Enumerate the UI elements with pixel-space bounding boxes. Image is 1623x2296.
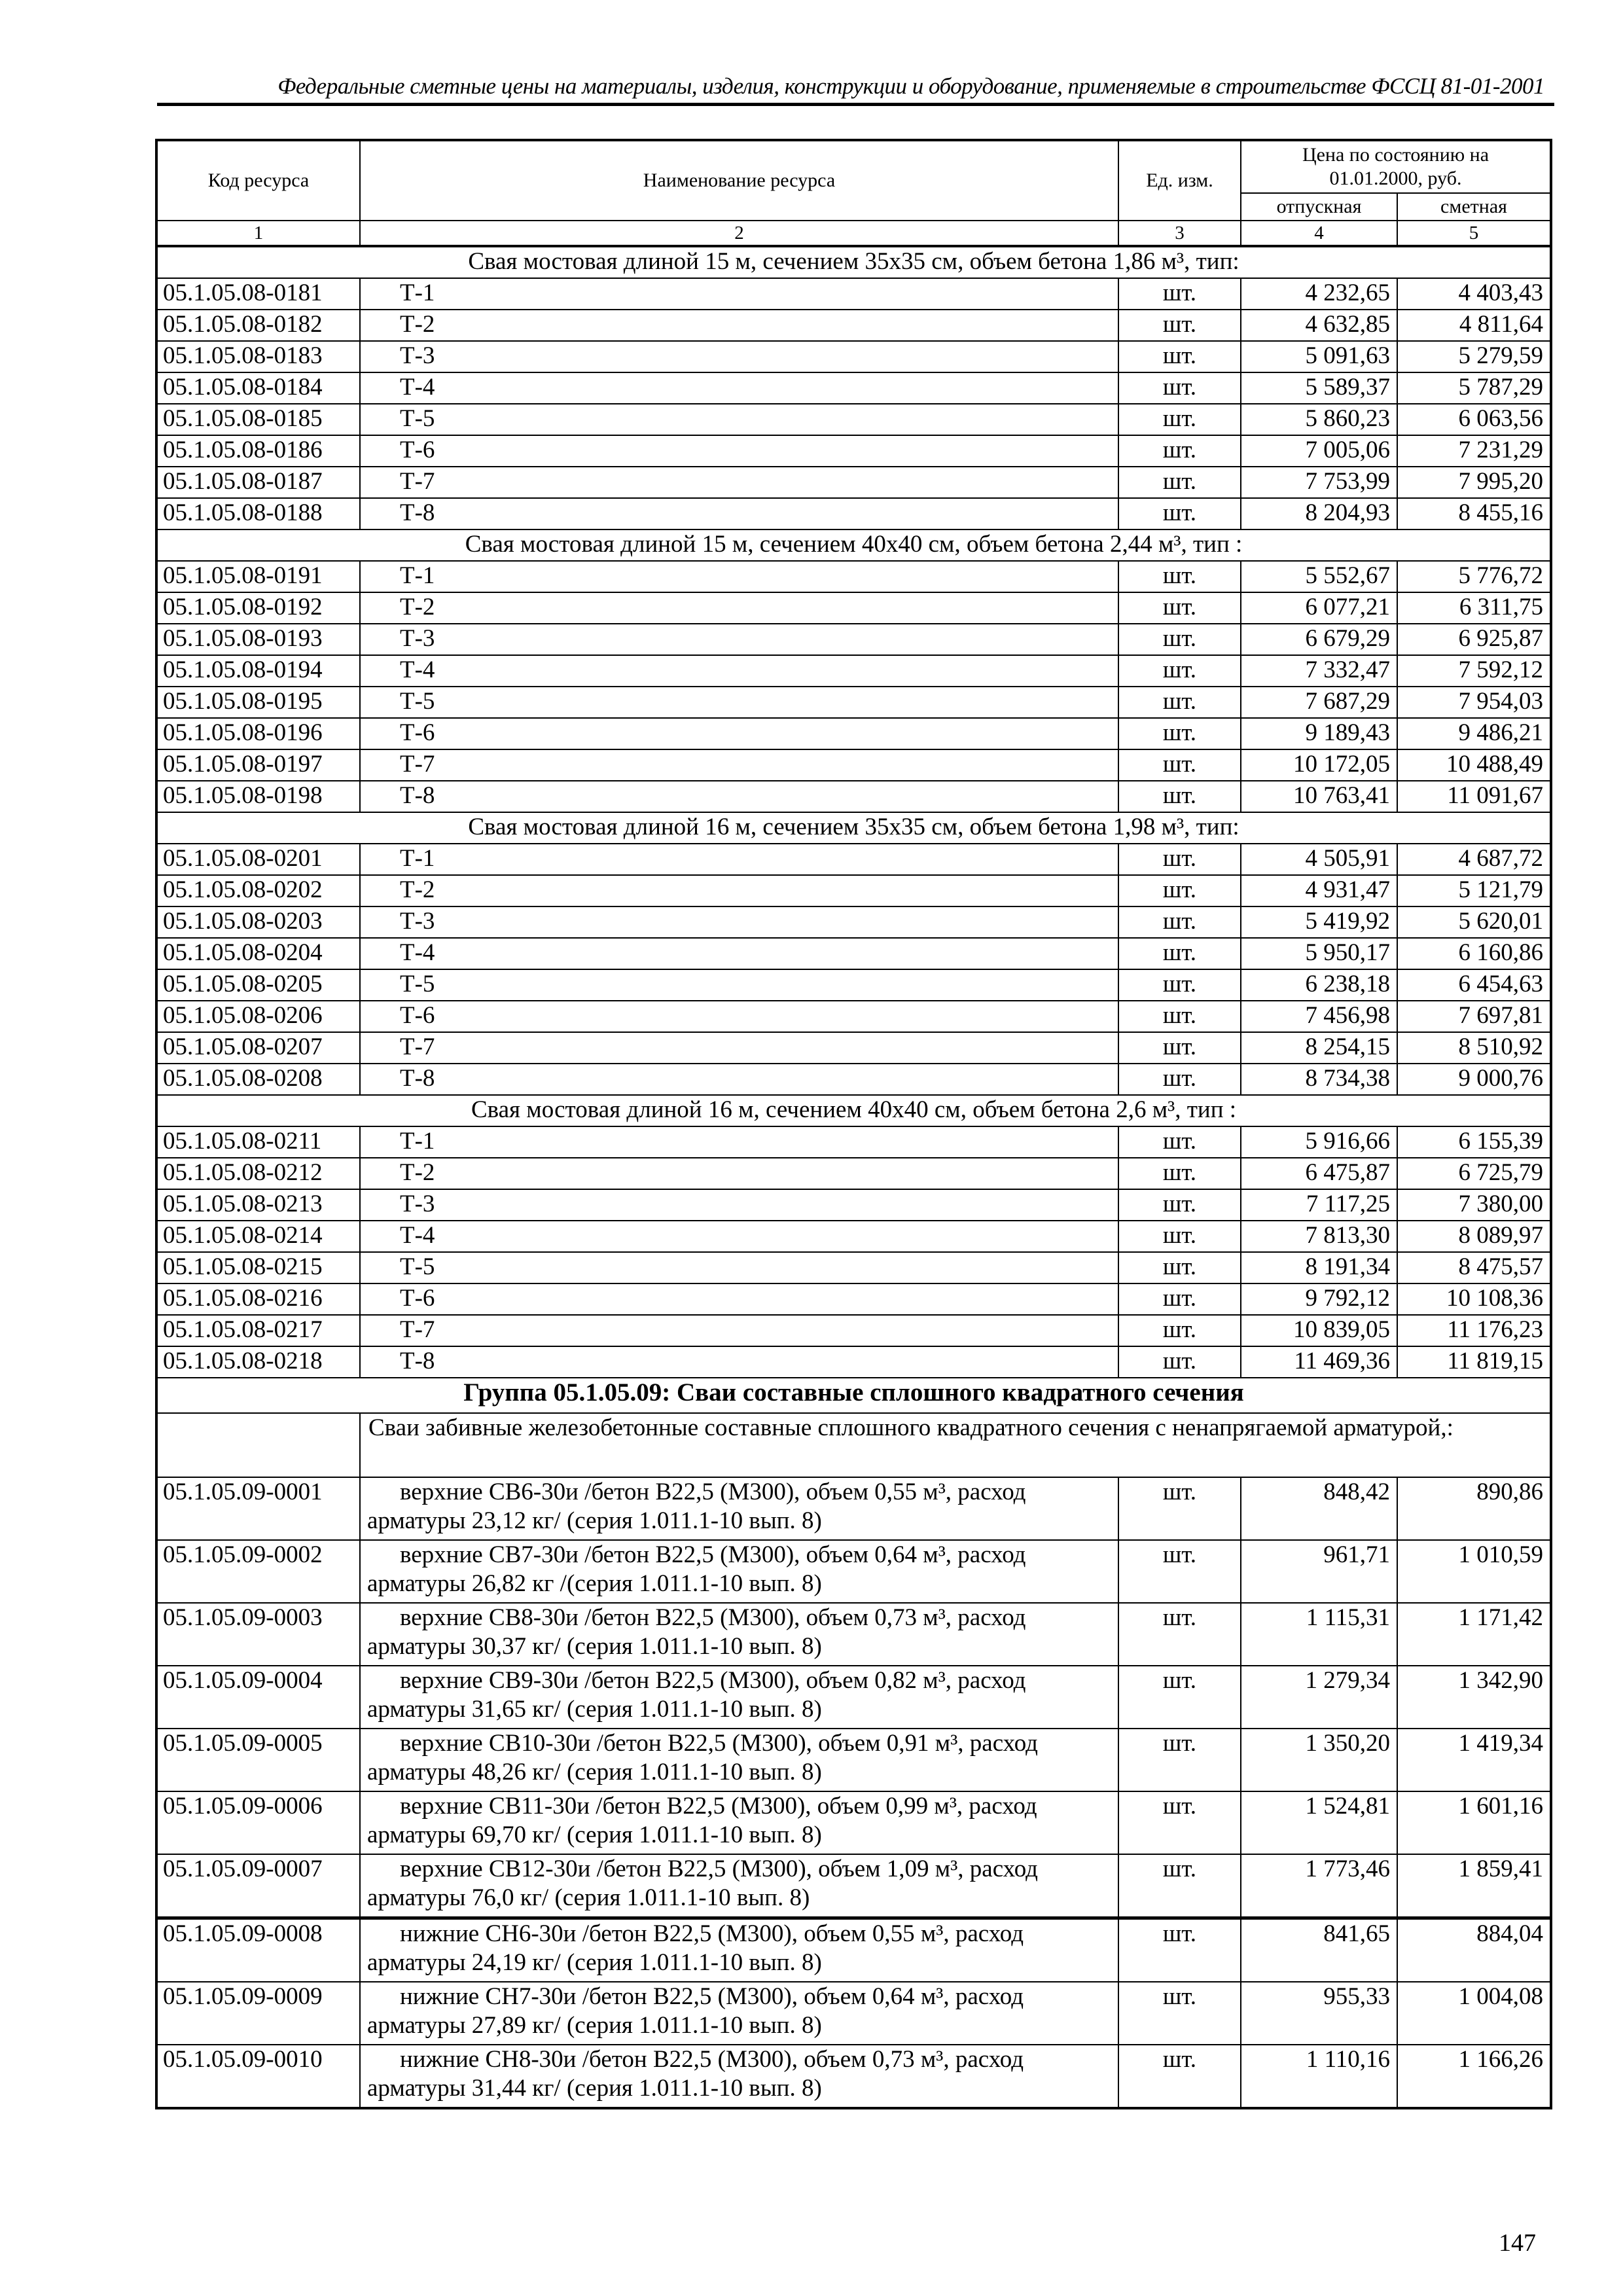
estimate-price: 1 419,34 <box>1397 1729 1551 1791</box>
resource-name: Т-2 <box>360 1158 1118 1189</box>
resource-name: Т-4 <box>360 1221 1118 1252</box>
resource-name: Т-7 <box>360 1032 1118 1064</box>
release-price: 4 931,47 <box>1241 875 1397 906</box>
estimate-price: 4 687,72 <box>1397 844 1551 875</box>
release-price: 6 475,87 <box>1241 1158 1397 1189</box>
resource-name: Т-1 <box>360 844 1118 875</box>
release-price: 6 077,21 <box>1241 592 1397 624</box>
release-price: 4 232,65 <box>1241 278 1397 310</box>
estimate-price: 1 171,42 <box>1397 1603 1551 1666</box>
unit: шт. <box>1118 1666 1241 1729</box>
column-number: 3 <box>1118 221 1241 246</box>
table-row <box>156 687 1551 718</box>
resource-name: Т-2 <box>360 875 1118 906</box>
estimate-price: 884,04 <box>1397 1918 1551 1982</box>
section-heading-row <box>156 1095 1551 1126</box>
resource-name: верхние СВ8-30и /бетон В22,5 (М300), объем 0,73 м³, расход арматуры 30,37 кг/ (серия 1.011.1-10 вып. 8) <box>360 1603 1118 1666</box>
table-row <box>156 404 1551 435</box>
section-heading-row <box>156 246 1551 278</box>
header-rule <box>157 103 1554 106</box>
resource-code: 05.1.05.08-0191 <box>156 561 360 592</box>
release-price: 10 172,05 <box>1241 749 1397 781</box>
resource-name: верхние СВ12-30и /бетон В22,5 (М300), объем 1,09 м³, расход арматуры 76,0 кг/ (серия 1.011.1-10 вып. 8) <box>360 1854 1118 1918</box>
table-row <box>156 655 1551 687</box>
table-row <box>156 1918 1551 1982</box>
resource-code: 05.1.05.09-0010 <box>156 2045 360 2108</box>
estimate-price: 8 510,92 <box>1397 1032 1551 1064</box>
table-row <box>156 718 1551 749</box>
resource-code: 05.1.05.08-0198 <box>156 781 360 812</box>
resource-code: 05.1.05.09-0006 <box>156 1791 360 1854</box>
table-row <box>156 561 1551 592</box>
unit: шт. <box>1118 1032 1241 1064</box>
resource-name: верхние СВ7-30и /бетон В22,5 (М300), объем 0,64 м³, расход арматуры 26,82 кг /(серия 1.011.1-10 вып. 8) <box>360 1540 1118 1603</box>
column-number: 5 <box>1397 221 1551 246</box>
resource-code: 05.1.05.08-0206 <box>156 1001 360 1032</box>
estimate-price: 6 454,63 <box>1397 969 1551 1001</box>
resource-code: 05.1.05.08-0214 <box>156 1221 360 1252</box>
estimate-price: 7 995,20 <box>1397 467 1551 498</box>
estimate-price: 6 925,87 <box>1397 624 1551 655</box>
release-price: 5 091,63 <box>1241 341 1397 372</box>
table-row <box>156 2045 1551 2108</box>
unit: шт. <box>1118 1477 1241 1540</box>
header-code: Код ресурса <box>156 140 360 221</box>
resource-code: 05.1.05.08-0184 <box>156 372 360 404</box>
resource-name: Т-5 <box>360 687 1118 718</box>
unit: шт. <box>1118 1064 1241 1095</box>
release-price: 8 734,38 <box>1241 1064 1397 1095</box>
release-price: 5 950,17 <box>1241 938 1397 969</box>
resource-code: 05.1.05.08-0181 <box>156 278 360 310</box>
estimate-price: 1 859,41 <box>1397 1854 1551 1918</box>
estimate-price: 1 166,26 <box>1397 2045 1551 2108</box>
resource-name: Т-8 <box>360 1064 1118 1095</box>
resource-name: Т-5 <box>360 404 1118 435</box>
release-price: 7 753,99 <box>1241 467 1397 498</box>
resource-name: Т-7 <box>360 467 1118 498</box>
resource-name: нижние СН8-30и /бетон В22,5 (М300), объем 0,73 м³, расход арматуры 31,44 кг/ (серия 1.011.1-10 вып. 8) <box>360 2045 1118 2108</box>
resource-name: Т-5 <box>360 969 1118 1001</box>
table-row <box>156 341 1551 372</box>
resource-code: 05.1.05.08-0185 <box>156 404 360 435</box>
unit: шт. <box>1118 969 1241 1001</box>
table-row <box>156 310 1551 341</box>
estimate-price: 5 620,01 <box>1397 906 1551 938</box>
group-intro-row <box>156 1413 1551 1477</box>
resource-name: Т-1 <box>360 1126 1118 1158</box>
resource-code: 05.1.05.08-0212 <box>156 1158 360 1189</box>
unit: шт. <box>1118 278 1241 310</box>
column-number: 1 <box>156 221 360 246</box>
resource-name: Т-8 <box>360 1346 1118 1378</box>
resource-name: Т-1 <box>360 561 1118 592</box>
unit: шт. <box>1118 2045 1241 2108</box>
estimate-price: 5 776,72 <box>1397 561 1551 592</box>
release-price: 8 204,93 <box>1241 498 1397 529</box>
estimate-price: 9 000,76 <box>1397 1064 1551 1095</box>
unit: шт. <box>1118 498 1241 529</box>
resource-code: 05.1.05.08-0201 <box>156 844 360 875</box>
resource-name: верхние СВ9-30и /бетон В22,5 (М300), объем 0,82 м³, расход арматуры 31,65 кг/ (серия 1.011.1-10 вып. 8) <box>360 1666 1118 1729</box>
unit: шт. <box>1118 1982 1241 2045</box>
unit: шт. <box>1118 938 1241 969</box>
unit: шт. <box>1118 781 1241 812</box>
resource-code: 05.1.05.08-0186 <box>156 435 360 467</box>
release-price: 10 763,41 <box>1241 781 1397 812</box>
resource-name: Т-4 <box>360 938 1118 969</box>
table-row <box>156 1540 1551 1603</box>
unit: шт. <box>1118 1189 1241 1221</box>
resource-code: 05.1.05.08-0204 <box>156 938 360 969</box>
table-row <box>156 781 1551 812</box>
resource-code: 05.1.05.09-0002 <box>156 1540 360 1603</box>
unit: шт. <box>1118 687 1241 718</box>
release-price: 6 238,18 <box>1241 969 1397 1001</box>
resource-code: 05.1.05.08-0215 <box>156 1252 360 1283</box>
table-row <box>156 1315 1551 1346</box>
table-row <box>156 938 1551 969</box>
release-price: 961,71 <box>1241 1540 1397 1603</box>
resource-code: 05.1.05.08-0218 <box>156 1346 360 1378</box>
resource-name: Т-2 <box>360 592 1118 624</box>
estimate-price: 4 403,43 <box>1397 278 1551 310</box>
resource-code: 05.1.05.08-0217 <box>156 1315 360 1346</box>
resource-name: Т-8 <box>360 498 1118 529</box>
unit: шт. <box>1118 624 1241 655</box>
table-row <box>156 1603 1551 1666</box>
resource-name: Т-6 <box>360 1283 1118 1315</box>
estimate-price: 1 004,08 <box>1397 1982 1551 2045</box>
unit: шт. <box>1118 404 1241 435</box>
unit: шт. <box>1118 1252 1241 1283</box>
column-number: 2 <box>360 221 1118 246</box>
resource-code: 05.1.05.08-0211 <box>156 1126 360 1158</box>
resource-name: Т-5 <box>360 1252 1118 1283</box>
release-price: 7 117,25 <box>1241 1189 1397 1221</box>
estimate-price: 6 155,39 <box>1397 1126 1551 1158</box>
unit: шт. <box>1118 592 1241 624</box>
release-price: 10 839,05 <box>1241 1315 1397 1346</box>
resource-code: 05.1.05.09-0007 <box>156 1854 360 1918</box>
resource-name: Т-8 <box>360 781 1118 812</box>
release-price: 6 679,29 <box>1241 624 1397 655</box>
resource-name: нижние СН7-30и /бетон В22,5 (М300), объем 0,64 м³, расход арматуры 27,89 кг/ (серия 1.011.1-10 вып. 8) <box>360 1982 1118 2045</box>
estimate-price: 5 279,59 <box>1397 341 1551 372</box>
header-estimate-price: сметная <box>1397 193 1551 221</box>
header-release-price: отпускная <box>1241 193 1397 221</box>
resource-name: Т-7 <box>360 749 1118 781</box>
resource-name: Т-7 <box>360 1315 1118 1346</box>
resource-name: Т-4 <box>360 372 1118 404</box>
table-row <box>156 1032 1551 1064</box>
unit: шт. <box>1118 467 1241 498</box>
estimate-price: 7 954,03 <box>1397 687 1551 718</box>
resource-name: Т-6 <box>360 1001 1118 1032</box>
section-heading-row <box>156 529 1551 561</box>
release-price: 9 189,43 <box>1241 718 1397 749</box>
estimate-price: 9 486,21 <box>1397 718 1551 749</box>
unit: шт. <box>1118 1221 1241 1252</box>
resource-name: Т-3 <box>360 624 1118 655</box>
estimate-price: 8 089,97 <box>1397 1221 1551 1252</box>
table-row <box>156 1346 1551 1378</box>
resource-code: 05.1.05.08-0197 <box>156 749 360 781</box>
estimate-price: 8 475,57 <box>1397 1252 1551 1283</box>
release-price: 5 860,23 <box>1241 404 1397 435</box>
table-row <box>156 1283 1551 1315</box>
table-row <box>156 844 1551 875</box>
resource-code: 05.1.05.09-0009 <box>156 1982 360 2045</box>
resource-code: 05.1.05.08-0195 <box>156 687 360 718</box>
group-intro: Сваи забивные железобетонные составные сплошного квадратного сечения с ненапрягаемой арматурой,: <box>360 1413 1551 1477</box>
estimate-price: 7 592,12 <box>1397 655 1551 687</box>
table-row <box>156 1252 1551 1283</box>
resource-code: 05.1.05.08-0207 <box>156 1032 360 1064</box>
release-price: 8 254,15 <box>1241 1032 1397 1064</box>
table-row <box>156 624 1551 655</box>
table-row <box>156 1064 1551 1095</box>
unit: шт. <box>1118 310 1241 341</box>
release-price: 955,33 <box>1241 1982 1397 2045</box>
price-table <box>155 139 1552 2109</box>
table-row <box>156 435 1551 467</box>
page-number: 147 <box>1499 2229 1536 2257</box>
table-row <box>156 875 1551 906</box>
section-title: Свая мостовая длиной 16 м, сечением 40х40 см, объем бетона 2,6 м³, тип : <box>156 1095 1551 1126</box>
estimate-price: 11 819,15 <box>1397 1346 1551 1378</box>
release-price: 5 419,92 <box>1241 906 1397 938</box>
resource-name: Т-1 <box>360 278 1118 310</box>
resource-code: 05.1.05.08-0182 <box>156 310 360 341</box>
release-price: 1 524,81 <box>1241 1791 1397 1854</box>
resource-code: 05.1.05.08-0196 <box>156 718 360 749</box>
unit: шт. <box>1118 561 1241 592</box>
running-head: Федеральные сметные цены на материалы, изделия, конструкции и оборудование, применяемые в строительстве ФССЦ 81-01-2001 <box>277 73 1544 99</box>
resource-code: 05.1.05.08-0194 <box>156 655 360 687</box>
table-row <box>156 1729 1551 1791</box>
unit: шт. <box>1118 435 1241 467</box>
unit: шт. <box>1118 1315 1241 1346</box>
unit: шт. <box>1118 1791 1241 1854</box>
unit: шт. <box>1118 341 1241 372</box>
estimate-price: 7 380,00 <box>1397 1189 1551 1221</box>
estimate-price: 11 176,23 <box>1397 1315 1551 1346</box>
unit: шт. <box>1118 875 1241 906</box>
resource-code: 05.1.05.08-0192 <box>156 592 360 624</box>
resource-code: 05.1.05.08-0187 <box>156 467 360 498</box>
release-price: 7 813,30 <box>1241 1221 1397 1252</box>
column-number: 4 <box>1241 221 1397 246</box>
table-row <box>156 749 1551 781</box>
resource-code: 05.1.05.08-0202 <box>156 875 360 906</box>
unit: шт. <box>1118 372 1241 404</box>
unit: шт. <box>1118 906 1241 938</box>
table-row <box>156 1001 1551 1032</box>
header-price: Цена по состоянию на 01.01.2000, руб. <box>1241 140 1551 193</box>
unit: шт. <box>1118 1158 1241 1189</box>
release-price: 4 505,91 <box>1241 844 1397 875</box>
section-heading-row <box>156 812 1551 844</box>
unit: шт. <box>1118 718 1241 749</box>
table-row <box>156 906 1551 938</box>
estimate-price: 10 108,36 <box>1397 1283 1551 1315</box>
table-row <box>156 969 1551 1001</box>
table-row <box>156 1126 1551 1158</box>
table-row <box>156 592 1551 624</box>
release-price: 5 916,66 <box>1241 1126 1397 1158</box>
release-price: 7 005,06 <box>1241 435 1397 467</box>
section-title: Свая мостовая длиной 15 м, сечением 40х40 см, объем бетона 2,44 м³, тип : <box>156 529 1551 561</box>
resource-code: 05.1.05.09-0008 <box>156 1918 360 1982</box>
table-row <box>156 1477 1551 1540</box>
empty-cell <box>156 1413 360 1477</box>
table-row <box>156 1666 1551 1729</box>
resource-name: Т-3 <box>360 906 1118 938</box>
release-price: 5 552,67 <box>1241 561 1397 592</box>
group-title: Группа 05.1.05.09: Сваи составные сплошного квадратного сечения <box>156 1378 1551 1413</box>
section-title: Свая мостовая длиной 16 м, сечением 35х35 см, объем бетона 1,98 м³, тип: <box>156 812 1551 844</box>
resource-name: нижние СН6-30и /бетон В22,5 (М300), объем 0,55 м³, расход арматуры 24,19 кг/ (серия 1.011.1-10 вып. 8) <box>360 1918 1118 1982</box>
resource-name: Т-3 <box>360 1189 1118 1221</box>
release-price: 4 632,85 <box>1241 310 1397 341</box>
resource-code: 05.1.05.09-0003 <box>156 1603 360 1666</box>
resource-code: 05.1.05.08-0205 <box>156 969 360 1001</box>
unit: шт. <box>1118 1540 1241 1603</box>
release-price: 1 110,16 <box>1241 2045 1397 2108</box>
release-price: 5 589,37 <box>1241 372 1397 404</box>
table-row <box>156 1221 1551 1252</box>
unit: шт. <box>1118 1283 1241 1315</box>
unit: шт. <box>1118 1126 1241 1158</box>
estimate-price: 4 811,64 <box>1397 310 1551 341</box>
release-price: 9 792,12 <box>1241 1283 1397 1315</box>
resource-code: 05.1.05.09-0005 <box>156 1729 360 1791</box>
resource-name: верхние СВ6-30и /бетон В22,5 (М300), объем 0,55 м³, расход арматуры 23,12 кг/ (серия 1.011.1-10 вып. 8) <box>360 1477 1118 1540</box>
release-price: 848,42 <box>1241 1477 1397 1540</box>
estimate-price: 890,86 <box>1397 1477 1551 1540</box>
unit: шт. <box>1118 1603 1241 1666</box>
resource-code: 05.1.05.09-0001 <box>156 1477 360 1540</box>
resource-name: Т-6 <box>360 435 1118 467</box>
release-price: 1 115,31 <box>1241 1603 1397 1666</box>
resource-code: 05.1.05.09-0004 <box>156 1666 360 1729</box>
unit: шт. <box>1118 1346 1241 1378</box>
header-unit: Ед. изм. <box>1118 140 1241 221</box>
resource-name: Т-3 <box>360 341 1118 372</box>
resource-code: 05.1.05.08-0193 <box>156 624 360 655</box>
release-price: 1 773,46 <box>1241 1854 1397 1918</box>
release-price: 7 332,47 <box>1241 655 1397 687</box>
resource-name: верхние СВ11-30и /бетон В22,5 (М300), объем 0,99 м³, расход арматуры 69,70 кг/ (серия 1.011.1-10 вып. 8) <box>360 1791 1118 1854</box>
estimate-price: 5 787,29 <box>1397 372 1551 404</box>
resource-code: 05.1.05.08-0213 <box>156 1189 360 1221</box>
estimate-price: 8 455,16 <box>1397 498 1551 529</box>
release-price: 8 191,34 <box>1241 1252 1397 1283</box>
estimate-price: 1 601,16 <box>1397 1791 1551 1854</box>
table-row <box>156 372 1551 404</box>
estimate-price: 6 160,86 <box>1397 938 1551 969</box>
estimate-price: 7 231,29 <box>1397 435 1551 467</box>
resource-name: верхние СВ10-30и /бетон В22,5 (М300), объем 0,91 м³, расход арматуры 48,26 кг/ (серия 1.011.1-10 вып. 8) <box>360 1729 1118 1791</box>
resource-name: Т-4 <box>360 655 1118 687</box>
resource-name: Т-2 <box>360 310 1118 341</box>
release-price: 7 687,29 <box>1241 687 1397 718</box>
release-price: 841,65 <box>1241 1918 1397 1982</box>
estimate-price: 1 342,90 <box>1397 1666 1551 1729</box>
resource-code: 05.1.05.08-0203 <box>156 906 360 938</box>
unit: шт. <box>1118 749 1241 781</box>
unit: шт. <box>1118 1918 1241 1982</box>
unit: шт. <box>1118 655 1241 687</box>
table-row <box>156 467 1551 498</box>
estimate-price: 6 063,56 <box>1397 404 1551 435</box>
table-row <box>156 1854 1551 1918</box>
table-row <box>156 1189 1551 1221</box>
table-body <box>156 246 1551 2108</box>
estimate-price: 10 488,49 <box>1397 749 1551 781</box>
unit: шт. <box>1118 1854 1241 1918</box>
table-row <box>156 1791 1551 1854</box>
resource-code: 05.1.05.08-0208 <box>156 1064 360 1095</box>
release-price: 11 469,36 <box>1241 1346 1397 1378</box>
section-title: Свая мостовая длиной 15 м, сечением 35х35 см, объем бетона 1,86 м³, тип: <box>156 246 1551 278</box>
estimate-price: 11 091,67 <box>1397 781 1551 812</box>
unit: шт. <box>1118 1001 1241 1032</box>
estimate-price: 7 697,81 <box>1397 1001 1551 1032</box>
resource-code: 05.1.05.08-0188 <box>156 498 360 529</box>
estimate-price: 5 121,79 <box>1397 875 1551 906</box>
release-price: 1 350,20 <box>1241 1729 1397 1791</box>
estimate-price: 1 010,59 <box>1397 1540 1551 1603</box>
estimate-price: 6 311,75 <box>1397 592 1551 624</box>
unit: шт. <box>1118 1729 1241 1791</box>
resource-code: 05.1.05.08-0216 <box>156 1283 360 1315</box>
table-row <box>156 498 1551 529</box>
table-row <box>156 1158 1551 1189</box>
header-name: Наименование ресурса <box>360 140 1118 221</box>
group-heading-row <box>156 1378 1551 1413</box>
table-row <box>156 278 1551 310</box>
estimate-price: 6 725,79 <box>1397 1158 1551 1189</box>
resource-name: Т-6 <box>360 718 1118 749</box>
resource-code: 05.1.05.08-0183 <box>156 341 360 372</box>
release-price: 1 279,34 <box>1241 1666 1397 1729</box>
table-row <box>156 1982 1551 2045</box>
release-price: 7 456,98 <box>1241 1001 1397 1032</box>
unit: шт. <box>1118 844 1241 875</box>
